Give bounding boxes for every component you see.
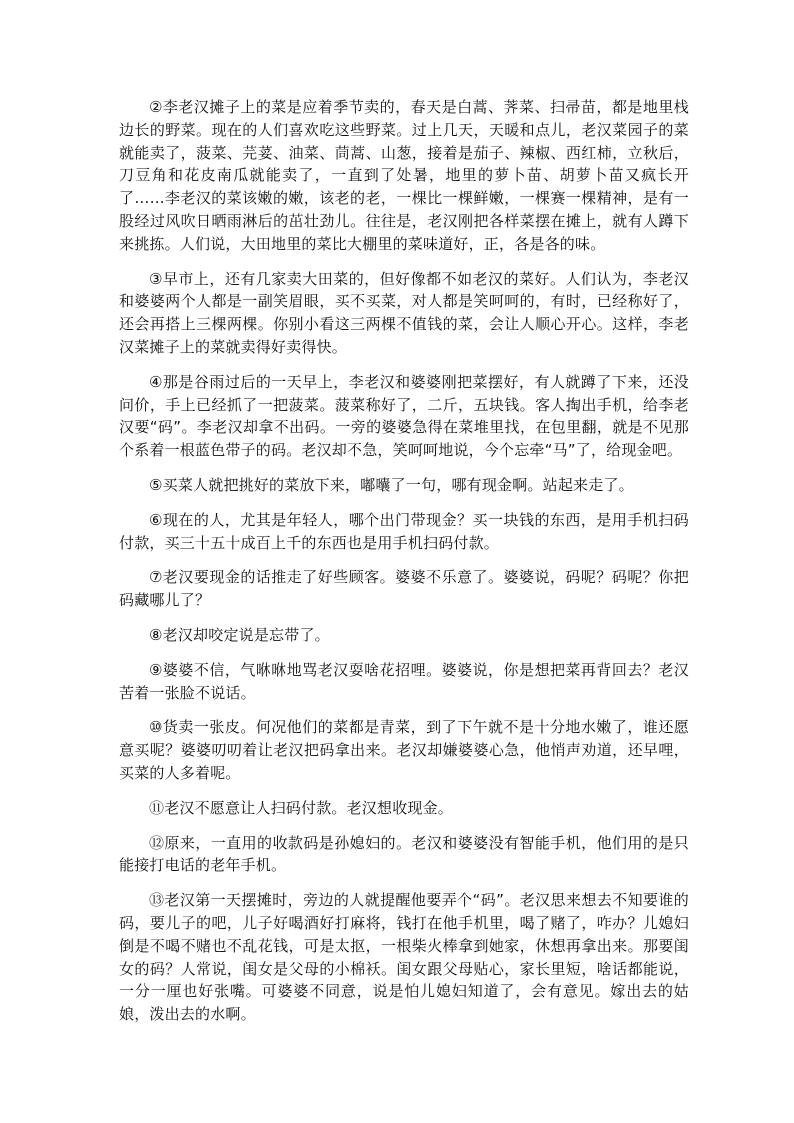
paragraph-4: ④那是谷雨过后的一天早上，李老汉和婆婆刚把菜摆好，有人就蹲了下来，还没问价，手上已经抓了一把菠菜。菠菜称好了，二斤，五块钱。客人掏出手机，给李老汉要“码”。李老汉却拿不出码。一旁的婆婆急得在菜堆里找，在包里翻，就是不见那个系着一根蓝色带子的码。老汉却不急，笑呵呵地说，今个忘牵“马”了，给现金吧。: [119, 372, 689, 460]
paragraph-13: ⑬老汉第一天摆摊时，旁边的人就提醒他要弄个“码”。老汉思来想去不知要谁的码，要儿子的吧，儿子好喝酒好打麻将，钱打在他手机里，喝了赌了，咋办？儿媳妇倒是不喝不赌也不乱花钱，可是太抠，一根柴火棒拿到她家，休想再拿出来。那要闺女的码？人常说，闺女是父母的小棉袄。闺女跟父母贴心，家长里短，啥话都能说，一分一厘也好张嘴。可婆婆不同意，说是怕儿媳妇知道了，会有意见。嫁出去的姑娘，泼出去的水啊。: [119, 891, 689, 1024]
paragraph-2: ②李老汉摊子上的菜是应着季节卖的，春天是白蒿、荠菜、扫帚苗，都是地里栈边长的野菜。现在的人们喜欢吃这些野菜。过上几天，天暖和点儿，老汉菜园子的菜就能卖了，菠菜、芫荽、油菜、茼蒿、山葱，接着是茄子、辣椒、西红柿，立秋后，刀豆角和花皮南瓜就能卖了，一直到了处暑，地里的萝卜苗、胡萝卜苗又疯长开了……李老汉的菜该嫩的嫩，该老的老，一棵比一棵鲜嫩，一棵赛一棵精神，是有一股经过风吹日晒雨淋后的茁壮劲儿。往往是，老汉刚把各样菜摆在摊上，就有人蹲下来挑拣。人们说，大田地里的菜比大棚里的菜味道好，正，各是各的味。: [119, 98, 689, 253]
paragraph-7: ⑦老汉要现金的话推走了好些顾客。婆婆不乐意了。婆婆说，码呢？码呢？你把码藏哪儿了？: [119, 568, 689, 610]
paragraph-8: ⑧老汉却咬定说是忘带了。: [149, 625, 330, 644]
paragraph-10: ⑩货卖一张皮。何况他们的菜都是青菜，到了下午就不是十分地水嫩了，谁还愿意买呢？婆婆叨叨着让老汉把码拿出来。老汉却嫌婆婆心急，他悄声劝道，还早哩，买菜的人多着呢。: [119, 718, 689, 782]
paragraph-12: ⑫原来，一直用的收款码是孙媳妇的。老汉和婆婆没有智能手机，他们用的是只能接打电话的老年手机。: [119, 833, 689, 875]
paragraph-6: ⑥现在的人，尤其是年轻人，哪个出门带现金？买一块钱的东西，是用手机扫码付款，买三十五十成百上千的东西也是用手机扫码付款。: [119, 510, 689, 552]
paragraph-3: ③早市上，还有几家卖大田菜的，但好像都不如老汉的菜好。人们认为，李老汉和婆婆两个人都是一副笑眉眼，买不买菜，对人都是笑呵呵的，有时，已经称好了，还会再搭上三棵两棵。你别小看这三两棵不值钱的菜，会让人顺心开心。这样，李老汉菜摊子上的菜就卖得好卖得快。: [119, 269, 689, 356]
article-body: [119, 96, 689, 1038]
paragraph-5: ⑤买菜人就把挑好的菜放下来，嘟囔了一句，哪有现金啊。站起来走了。: [149, 475, 634, 494]
paragraph-9: ⑨婆婆不信，气咻咻地骂老汉耍啥花招哩。婆婆说，你是想把菜再背回去？老汉苦着一张脸不说话。: [119, 660, 689, 702]
paragraph-11: ⑪老汉不愿意让人扫码付款。老汉想收现金。: [149, 798, 454, 817]
